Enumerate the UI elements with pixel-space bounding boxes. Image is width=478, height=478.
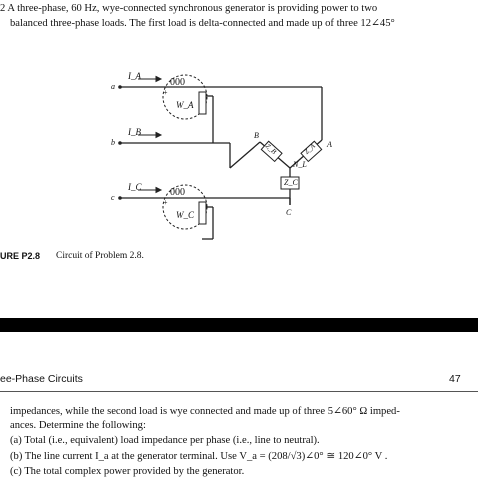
wattmeter-a-plus: +	[163, 88, 168, 97]
body-line-2: ances. Determine the following:	[10, 420, 146, 431]
current-label-ib: I_B	[128, 127, 141, 137]
page-number: 47	[449, 373, 461, 385]
wattmeter-c-label: W_C	[176, 210, 194, 220]
body-line-1: impedances, while the second load is wye connected and made up of three 5∠60° Ω imped-	[10, 406, 400, 417]
wattmeter-a-coil: 000	[170, 77, 185, 88]
impedance-label-zb: Z_B	[263, 142, 278, 156]
figure-caption-text: Circuit of Problem 2.8.	[56, 251, 144, 261]
node-label-c: C	[286, 208, 292, 217]
impedance-label-za: Z_A	[302, 142, 317, 156]
terminal-label-a: a	[111, 82, 115, 91]
problem-line-2: balanced three-phase loads. The first load is delta-connected and made up of three 12∠45°	[10, 18, 395, 29]
header-rule	[0, 391, 478, 392]
wattmeter-c-plus: +	[163, 198, 168, 207]
figure-caption-label: URE P2.8	[0, 251, 41, 261]
current-label-ic: I_C	[128, 182, 142, 192]
wattmeter-a-label: W_A	[176, 100, 194, 110]
page-header-section: ee-Phase Circuits	[0, 373, 83, 385]
neutral-label-nl: N_L	[293, 160, 307, 169]
node-label-a: A	[327, 140, 332, 149]
terminal-label-c: c	[111, 193, 115, 202]
question-b: (b) The line current I_a at the generator terminal. Use V_a = (208/√3)∠0° ≅ 120∠0° V .	[10, 451, 388, 462]
current-label-ia: I_A	[128, 71, 141, 81]
page-separator-bar	[0, 318, 478, 332]
question-c: (c) The total complex power provided by the generator.	[10, 466, 245, 477]
problem-line-1: 2 A three-phase, 60 Hz, wye-connected synchronous generator is providing power to two	[0, 3, 378, 14]
node-label-b: B	[254, 131, 259, 140]
terminal-label-b: b	[111, 138, 115, 147]
impedance-label-zc: Z_C	[284, 178, 298, 187]
wattmeter-c-coil: 000	[170, 187, 185, 198]
question-a: (a) Total (i.e., equivalent) load impedance per phase (i.e., line to neutral).	[10, 435, 320, 446]
